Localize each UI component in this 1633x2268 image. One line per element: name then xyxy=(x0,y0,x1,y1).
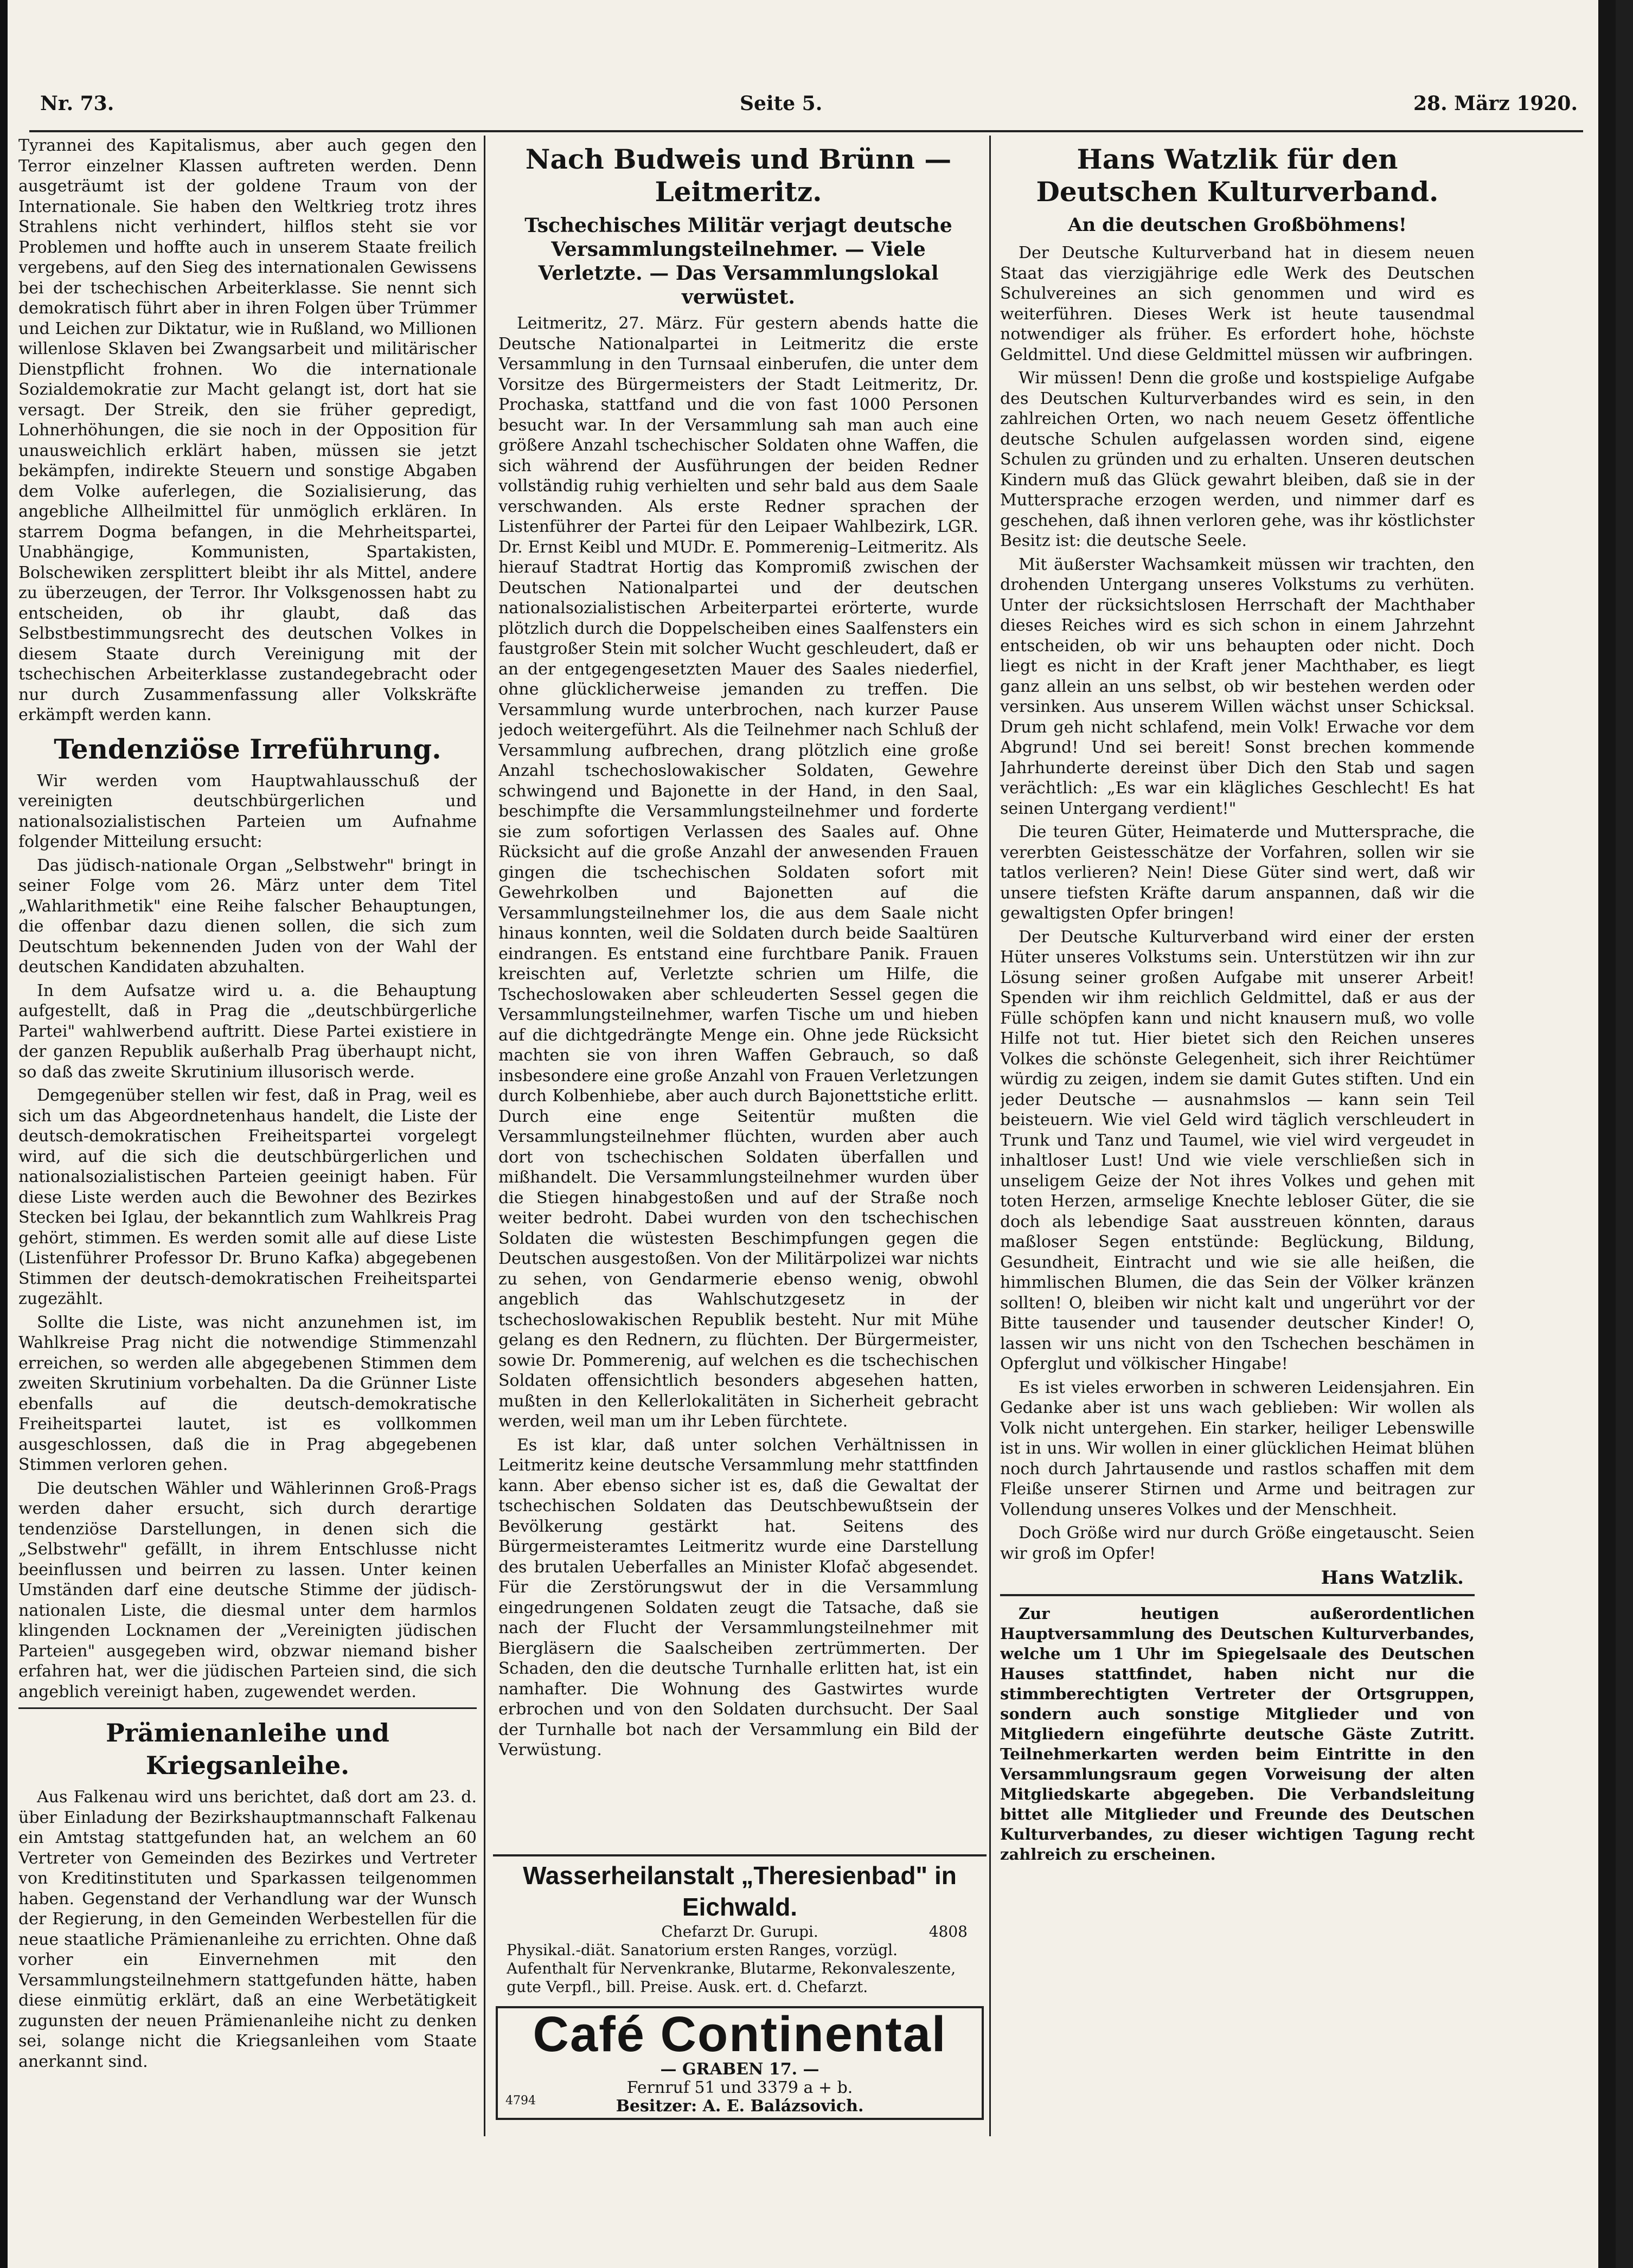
ad-phone: Fernruf 51 und 3379 a + b. xyxy=(626,2078,853,2097)
article-heading: Tendenziöse Irreführung. xyxy=(54,733,441,765)
section-rule xyxy=(18,1707,477,1709)
article-heading: Hans Watzlik für den Deutschen Kulturverband. xyxy=(1036,143,1439,208)
advertisement-spa xyxy=(496,1860,984,2003)
article-heading: Nach Budweis und Brünn — Leitmeritz. xyxy=(525,143,952,208)
paragraph: Wir müssen! Denn die große und kostspielige Aufgabe des Deutschen Kulturverbandes wird es sein, in den zahlreichen Orten, wo nach neuem Gesetz öffentliche deutsche Schulen aufgelassen worden sind, eigene Schulen zu gründen und zu erhalten. Unseren deutschen Kindern muß das Glück gewahrt bleiben, daß sie in der Muttersprache erzogen werden, und nimmer darf es geschehen, daß ihnen verloren gehe, was ihr köstlichster Besitz ist: die deutsche Seele. xyxy=(1000,369,1475,550)
paragraph: Der Deutsche Kulturverband hat in diesem neuen Staat das vierzigjährige edle Werk des Deutschen Schulvereines an sich genommen und wird es weiterführen. Dieses Werk ist heute tausendmal notwendiger als früher. Es erfordert hohe, höchste Geldmittel. Und diese Geldmittel müssen wir aufbringen. xyxy=(1000,243,1475,364)
paragraph: Wir werden vom Hauptwahlausschuß der vereinigten deutschbürgerlichen und nationalsozialistischen Parteien um Aufnahme folgender Mitteilung ersucht: xyxy=(18,771,477,851)
paragraph: Leitmeritz, 27. März. Für gestern abends hatte die Deutsche Nationalpartei in Leitmeritz die erste Versammlung in den Turnsaal einberufen, die unter dem Vorsitze des Bürgermeisters der Stadt Leitmeritz, Dr. Prochaska, stattfand und die von fast 1000 Personen besucht war. In der Versammlung sah man auch eine größere Anzahl tschechischer Soldaten ohne Waffen, die sich während der Ausführungen der beiden Redner vollständig ruhig verhielten und sehr bald aus dem Saale verschwanden. Als erste Redner sprachen der Listenführer der Partei für den Leipaer Wahlbezirk, LGR. Dr. Ernst Keibl und MUDr. E. Pommerenig–Leitmeritz. Als hierauf Stadtrat Hortig das Kompromiß zwischen der Deutschen Nationalpartei und der deutschen nationalsozialistischen Arbeiterpartei erörterte, wurde plötzlich durch die Doppelscheiben eines Saalfensters ein faustgroßer Stein mit solcher Wucht geschleudert, daß er an der entgegengesetzten Mauer des Saales niederfiel, ohne glücklicherweise jemanden zu treffen. Die Versammlung wurde unterbrochen, nach kurzer Pause jedoch weitergeführt. Als die Teilnehmer nach Schluß der Versammlung aufbrechen, drang plötzlich eine große Anzahl tschechoslowakischer Soldaten, Gewehre schwingend und Bajonette in der Hand, in den Saal, beschimpfte die Versammlungsteilnehmer und forderte sie zum sofortigen Verlassen des Saales auf. Ohne Rücksicht auf die große Anzahl der anwesenden Frauen gingen die tschechischen Soldaten sofort mit Gewehrkolben und Bajonetten auf die Versammlungsteilnehmer los, die aus dem Saale nicht hinaus konnten, weil die Soldaten durch beide Saaltüren eindrangen. Es entstand eine furchtbare Panik. Frauen kreischten auf, Verletzte schrien um Hilfe, die Tschechoslowaken aber schleuderten Sessel gegen die Versammlungsteilnehmer, warfen Tische um und hieben auf die dichtgedrängte Menge ein. Ohne jede Rücksicht machten sie von ihren Waffen Gebrauch, so daß insbesondere eine große Anzahl von Frauen Verletzungen durch Kolbenhiebe, aber auch durch Bajonettstiche erlitt. Durch eine enge Seitentür mußten die Versammlungsteilnehmer flüchten, wurden aber auch dort von tschechischen Soldaten überfallen und mißhandelt. Die Versammlungsteilnehmer wurden über die Stiegen hinabgestoßen und auf der Straße noch weiter bedroht. Dabei wurden von den tschechischen Soldaten die wüstesten Beschimpfungen gegen die Deutschen ausgestoßen. Von der Militärpolizei war nichts zu sehen, von Gendarmerie ebenso wenig, obwohl angeblich das Wahlschutzgesetz in der tschechoslowakischen Republik besteht. Nur mit Mühe gelang es den Rednern, zu flüchten. Der Bürgermeister, sowie Dr. Pommerenig, auf welchen es die tschechischen Soldaten offensichtlich besonders abgesehen hatten, mußten in den Kellerlokalitäten in Sicherheit gebracht werden, weil man um ihr Leben fürchtete. xyxy=(498,314,978,1431)
article-subheading: Tschechisches Militär verjagt deutsche Versammlungsteilnehmer. — Viele Verletzte. — Das Versammlungslokal verwüstet. xyxy=(524,214,952,309)
ad-line: Physikal.-diät. Sanatorium ersten Ranges, vorzügl. xyxy=(507,1941,898,1959)
paragraph: In dem Aufsatze wird u. a. die Behauptung aufgestellt, daß in Prag die „deutschbürgerliche Partei" wahlwerbend auftritt. Diese Partei existiere in der ganzen Republik außerhalb Prag überhaupt nicht, so daß das zweite Skrutinium illusorisch werde. xyxy=(18,981,477,1082)
advertisement-cafe xyxy=(496,2006,984,2120)
issue-date: 28. März 1920. xyxy=(1413,92,1578,115)
column-middle xyxy=(498,136,978,1849)
issue-number: Nr. 73. xyxy=(40,92,114,115)
article-signature: Hans Watzlik. xyxy=(1321,1567,1464,1589)
ad-owner: Besitzer: A. E. Balázsovich. xyxy=(616,2097,864,2116)
paragraph: Die deutschen Wähler und Wählerinnen Groß-Prags werden daher ersucht, sich durch derartige tendenziöse Darstellungen, in denen sich die „Selbstwehr" gefällt, in ihrem Entschlusse nicht beeinflussen und beirren zu lassen. Unter keinen Umständen darf eine deutsche Stimme der jüdisch-nationalen Liste, die diesmal unter dem harmlos klingenden Locknamen der „Vereinigten jüdischen Parteien" ausgegeben wird, obzwar niemand bisher erfahren hat, wer die jüdischen Parteien sind, die sich angeblich vereinigt haben, zugewendet werden. xyxy=(18,1479,477,1701)
ad-doctor: Chefarzt Dr. Gurupi. 4808 xyxy=(661,1923,968,1941)
ad-code: 4794 xyxy=(505,2094,536,2108)
paragraph: Mit äußerster Wachsamkeit müssen wir trachten, den drohenden Untergang unseres Volkstums zu verhüten. Unter der rücksichtslosen Herrschaft der Machthaber dieses Reiches wird es sich schon in einem Jahrzehnt entscheiden, ob wir uns behaupten oder nicht. Doch liegt es nicht in der Kraft jener Machthaber, es liegt ganz allein an uns selbst, ob wir bestehen werden oder versinken. Aus unserem Willen wächst unser Schicksal. Drum geh nicht schlafend, mein Volk! Erwache vor dem Abgrund! Und sei bereit! Sonst brechen kommende Jahrhunderte dereinst über Dich den Stab und sagen verächtlich: „Es war ein klägliches Geschlecht! Es hat seinen Untergang verdient!" xyxy=(1000,555,1475,818)
section-rule xyxy=(1000,1594,1475,1596)
page-header xyxy=(35,87,1583,130)
paragraph: Der Deutsche Kulturverband wird einer der ersten Hüter unseres Volkstums sein. Unterstützen wir ihn zur Lösung seiner großen Aufgabe mit unserer Arbeit! Spenden wir ihm reichlich Geldmittel, daß er aus der Fülle schöpfen kann und nicht knausern muß, wo volle Hilfe not tut. Hier bietet sich den Reichen unseres Volkes die schönste Gelegenheit, sich ihrer Reichtümer würdig zu zeigen, indem sie damit Gutes stiften. Und ein jeder Deutsche — ausnahmslos — kann sein Teil beisteuern. Wie viel Geld wird täglich verschleudert in Trunk und Tanz und Taumel, wie viel wird vergeudet in inhaltloser Lust! Und wie viele verschließen sich in unseligem Geize der Not ihres Volkes und gehen mit toten Herzen, armselige Knechte lebloser Güter, die sie doch als lebendige Saat ausstreuen könnten, daraus maßloser Segen entstünde: Beglückung, Bildung, Gesundheit, Eintracht und wie sie alle heißen, die himmlischen Blumen, die das Sein der Völker kränzen sollten! O, bleiben wir nicht kalt und ungerührt vor der Bitte tausender und tausender deutscher Kinder! O, lassen wir uns nicht von den Tschechen beschämen in Opferglut und völkischer Hingabe! xyxy=(1000,927,1475,1373)
paragraph: Doch Größe wird nur durch Größe eingetauscht. Seien wir groß im Opfer! xyxy=(1000,1524,1475,1563)
column-left xyxy=(18,136,477,2136)
newspaper-page xyxy=(8,0,1616,2268)
ad-rule xyxy=(493,1854,987,1856)
paragraph: Aus Falkenau wird uns berichtet, daß dort am 23. d. über Einladung der Bezirkshauptmannschaft Falkenau ein Amtstag stattgefunden hat, an welchem an 60 Vertreter von Gemeinden des Bezirkes und Vertreter von Kreditinstituten und Sparkassen teilgenommen haben. Gegenstand der Verhandlung war der Wunsch der Regierung, in den Gemeinden Werbestellen für die neue staatliche Prämienanleihe zu errichten. Ohne daß vorher ein Einvernehmen mit den Versammlungsteilnehmern stattgefunden hätte, haben diese einmütig erklärt, daß an eine Werbetätigkeit zugunsten der neuen Prämienanleihe nicht zu denken sei, solange nicht die Kriegsanleihen vom Staate anerkannt sind. xyxy=(18,1788,477,2071)
header-rule xyxy=(29,130,1583,132)
paragraph: Es ist klar, daß unter solchen Verhältnissen in Leitmeritz keine deutsche Versammlung mehr stattfinden kann. Aber ebenso sicher ist es, daß die Gewaltat der tschechischen Soldaten das Deutschbewußtsein der Bevölkerung gestärkt hat. Seitens des Bürgermeisteramtes Leitmeritz wurde eine Darstellung des brutalen Ueberfalles an Minister Klofač abgesendet. Für die Zerstörungswut der in die Versammlung eingedrungenen Soldaten zeugt die Tatsache, daß sie nach der Flucht der Versammlungsteilnehmer mit Biergläsern die Saalscheiben zertrümmerten. Der Schaden, den die deutsche Turnhalle erlitten hat, ist ein namhafter. Die Wohnung des Gastwirtes wurde erbrochen und von den Soldaten durchsucht. Der Saal der Turnhalle bot nach der Versammlung ein Bild der Verwüstung. xyxy=(498,1435,978,1759)
paragraph: Die teuren Güter, Heimaterde und Muttersprache, die vererbten Geistesschätze der Vorfahren, sollen wir sie tatlos verlieren? Nein! Diese Güter sind wert, daß wir unsere tiefsten Kräfte darum anspannen, daß wir die gewaltigsten Opfer bringen! xyxy=(1000,823,1475,923)
column-right xyxy=(1000,136,1475,2136)
column-rule-2 xyxy=(989,136,991,2136)
paragraph: Sollte die Liste, was nicht anzunehmen ist, im Wahlkreise Prag nicht die notwendige Stimmenzahl erreichen, so werden alle abgegebenen Stimmen dem zweiten Skrutinium vorbehalten. Da die Grünner Liste ebenfalls auf die deutsch-demokratische Freiheitspartei lautet, ist es vollkommen ausgeschlossen, daß die in Prag abgegebenen Stimmen verloren gehen. xyxy=(18,1313,477,1474)
notice-text: Zur heutigen außerordentlichen Hauptversammlung des Deutschen Kulturverbandes, welche um 1 Uhr im Spiegelsaale des Deutschen Hauses stattfindet, haben nicht nur die stimmberechtigten Vertreter der Ortsgruppen, sondern auch sonstige Mitglieder und von Mitgliedern eingeführte deutsche Gäste Zutritt. Teilnehmerkarten werden beim Eintritte in den Versammlungsraum gegen Vorweisung der alten Mitgliedskarte abgegeben. Die Verbandsleitung bittet alle Mitglieder und Freunde des Deutschen Kulturverbandes, zu dieser wichtigen Tagung recht zahlreich zu erscheinen. xyxy=(1000,1604,1475,1864)
article-subheading: An die deutschen Großböhmens! xyxy=(1068,214,1407,236)
article-intro: Tyrannei des Kapitalismus, aber auch gegen den Terror einzelner Klassen auftreten werden. Denn ausgeträumt ist der goldene Traum von der Internationale. Sie haben den Weltkrieg trotz ihres Strahlens nicht verhindert, hilflos steht sie vor Problemen und hoffte auch in unserem Staate freilich vergebens, auf den Sieg des internationalen Gewissens bei der tschechischen Arbeiterklasse. Sie nennt sich demokratisch führt aber in ihren Folgen über Trümmer und Leichen zur Diktatur, wie in Rußland, wo Millionen willenlose Sklaven bei Zwangsarbeit und militärischer Dienstpflicht frohnen. Wo die internationale Sozialdemokratie zur Macht gelangt ist, dort hat sie versagt. Der Streik, den sie früher gepredigt, Lohnerhöhungen, die sie noch in der Opposition für unausweichlich erklärt haben, müssen sie jetzt bekämpfen, indirekte Steuern und sonstige Abgaben dem Volke auferlegen, die Sozialisierung, das angebliche Allheilmittel für unmöglich erklären. In starrem Dogma befangen, in die Mehrheitspartei, Unabhängige, Kommunisten, Spartakisten, Bolschewiken zersplittert bleibt ihr als Mittel, andere zu überzeugen, der Terror. Ihr Volksgenossen habt zu entscheiden, ob ihr glaubt, daß das Selbstbestimmungsrecht des deutschen Volkes in diesem Staate durch Vereinigung mit der tschechischen Arbeiterklasse zustandegebracht oder nur durch Zusammenfassung aller Volkskräfte erkämpft werden kann. xyxy=(18,136,477,724)
ad-code: 4808 xyxy=(928,1923,968,1941)
scan-edge-left xyxy=(0,0,8,2268)
paragraph: Das jüdisch-nationale Organ „Selbstwehr" bringt in seiner Folge vom 26. März unter dem Titel „Wahlarithmetik" eine Reihe falscher Behauptungen, die offenbar dazu dienen sollen, die sich zum Deutschtum bekennenden Juden von der Wahl der deutschen Kandidaten abzuhalten. xyxy=(18,856,477,976)
article-heading: Prämienanleihe und Kriegsanleihe. xyxy=(106,1718,389,1780)
ad-address: — GRABEN 17. — xyxy=(660,2060,819,2079)
ad-line: Aufenthalt für Nervenkranke, Blutarme, Rekonvaleszente, gute Verpfl., bill. Preise. Ausk. ert. d. Chefarzt. xyxy=(507,1959,956,1996)
paragraph: Es ist vieles erworben in schweren Leidensjahren. Ein Gedanke aber ist uns wach geblieben: Wir wollen als Volk nicht untergehen. Ein starker, heiliger Lebenswille ist in uns. Wir wollen in einer glücklichen Heimat blühen noch durch Jahrtausende und rastlos schaffen mit dem Fleiße unserer Stirnen und Arme und beitragen zur Vollendung unseres Volkes und der Menschheit. xyxy=(1000,1378,1475,1519)
column-rule-1 xyxy=(484,136,485,2136)
paragraph: Demgegenüber stellen wir fest, daß in Prag, weil es sich um das Abgeordnetenhaus handelt, die Liste der deutsch-demokratischen Freiheitspartei vorgelegt wird, auf die sich die deutschbürgerlichen und nationalsozialistischen Parteien geeinigt haben. Für diese Liste werden auch die Bewohner des Bezirkes Stecken bei Iglau, der bekanntlich zum Wahlkreis Prag gehört, stimmen. Es werden somit alle auf diese Liste (Listenführer Professor Dr. Bruno Kafka) abgegebenen Stimmen der deutsch-demokratischen Freiheitspartei zugezählt. xyxy=(18,1086,477,1308)
scan-edge-right xyxy=(1598,0,1616,2268)
page-number: Seite 5. xyxy=(740,92,823,115)
ad-title: Wasserheilanstalt „Theresienbad" in Eichwald. xyxy=(523,1861,957,1921)
ad-title: Café Continental xyxy=(533,2007,947,2062)
